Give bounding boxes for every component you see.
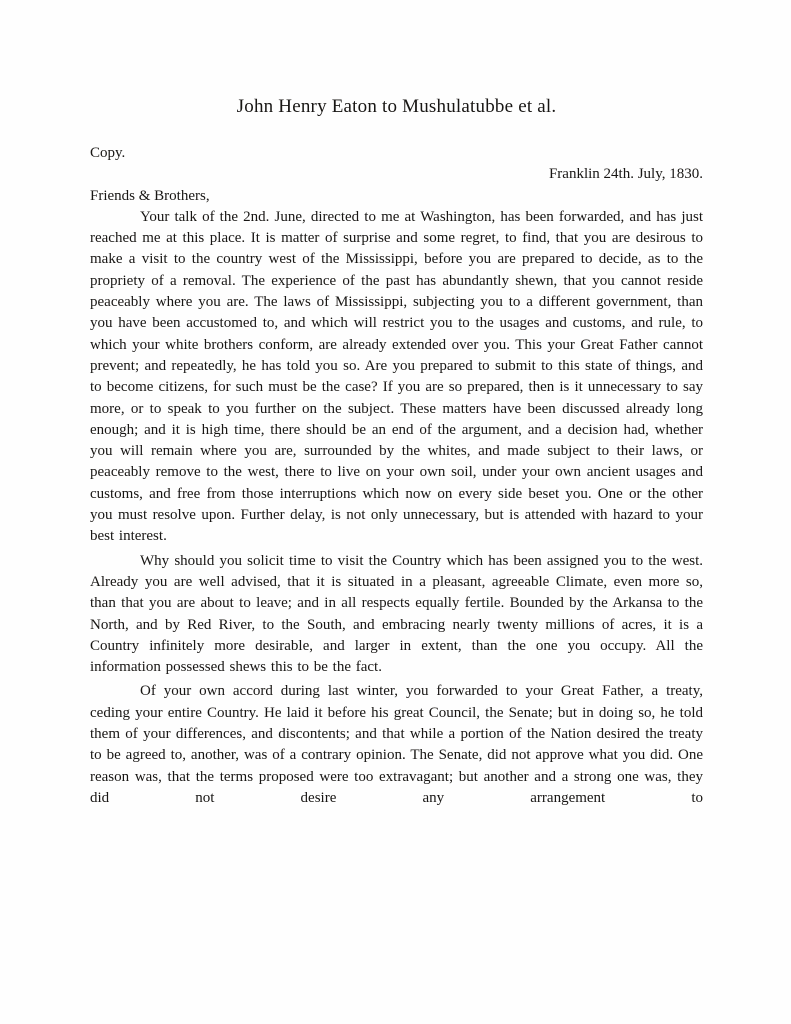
- letter-title: John Henry Eaton to Mushulatubbe et al.: [236, 96, 557, 117]
- paragraph-2: Why should you solicit time to visit the Country which has been assigned you to the west. Already you are well advised, that it is situated in a pleasant, agreeable Climate, even more so, than that you are about to leave; and in all respects equally fertile. Bounded by the Arkansa to the North, and by Red River, to the South, and embracing nearly twenty millions of acres, it is a Country infinitely more desirable, and larger in extent, than the one you occupy. All the information possessed shews this to be the fact.: [90, 552, 703, 676]
- letter-body: [90, 207, 703, 809]
- dateline: Franklin 24th. July, 1830.: [548, 166, 703, 183]
- paragraph-3: Of your own accord during last winter, you forwarded to your Great Father, a treaty, ceding your entire Country. He laid it before his great Council, the Senate; but in doing so, he told them of your differences, and discontents; and that while a portion of the Nation desired the treaty to be agreed to, another, was of a contrary opinion. The Senate, did not approve what you did. One reason was, that the terms proposed were too extravagant; but another and a strong one was, they did not desire any arrangement to: [90, 683, 703, 806]
- salutation: Friends & Brothers,: [90, 187, 210, 204]
- paragraph-1: Your talk of the 2nd. June, directed to me at Washington, has been forwarded, and has just reached me at this place. It is matter of surprise and some regret, to find, that you are desirous to make a visit to the country west of the Mississippi, before you are prepared to decide, as to the propriety of a removal. The experience of the past has abundantly shewn, that you cannot reside peaceably where you are. The laws of Mississippi, subjecting you to a different government, than you have been accustomed to, and which will restrict you to the usages and customs, and rule, to which your white brothers conform, are already extended over you. This your Great Father cannot prevent; and repeatedly, he has told you so. Are you prepared to submit to this state of things, and to become citizens, for such must be the case? If you are so prepared, then is it unnecessary to say more, or to speak to you further on the subject. These matters have been discussed already long enough; and it is high time, there should be an end of the argument, and a decision had, whether you will remain where you are, surrounded by the whites, and made subject to their laws, or peaceably remove to the west, there to live on your own soil, under your own ancient usages and customs, and free from those interruptions which now on every side beset you. One or the other you must resolve upon. Further delay, is not only unnecessary, but is attended with hazard to your best interest.: [90, 208, 703, 545]
- copy-label: Copy.: [90, 145, 126, 161]
